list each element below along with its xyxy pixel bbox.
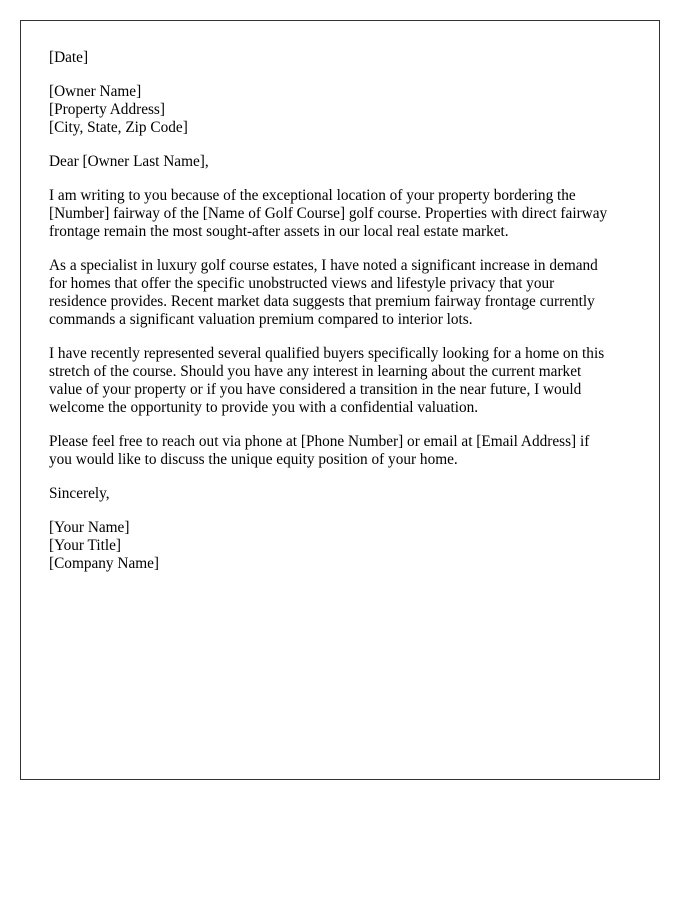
signature-title: [Your Title]	[49, 537, 121, 554]
body-paragraph-3	[49, 345, 649, 417]
paragraph-line: value of your property or if you have considered a transition in the near future, I would	[49, 381, 582, 398]
paragraph-line: stretch of the course. Should you have any interest in learning about the current market	[49, 363, 582, 380]
signature-name: [Your Name]	[49, 519, 130, 536]
recipient-name: [Owner Name]	[49, 83, 142, 100]
paragraph-line: As a specialist in luxury golf course estates, I have noted a significant increase in demand	[49, 257, 598, 274]
salutation: Dear [Owner Last Name],	[49, 153, 209, 170]
closing: Sincerely,	[49, 485, 110, 502]
paragraph-line: I am writing to you because of the exceptional location of your property bordering the	[49, 187, 576, 204]
body-paragraph-1	[49, 187, 649, 241]
paragraph-line: frontage remain the most sought-after assets in our local real estate market.	[49, 223, 509, 240]
closing-block	[49, 485, 649, 503]
paragraph-line: Please feel free to reach out via phone at [Phone Number] or email at [Email Address] if	[49, 433, 590, 450]
letter-date: [Date]	[49, 49, 89, 66]
paragraph-line: I have recently represented several qualified buyers specifically looking for a home on this	[49, 345, 605, 362]
signature-company: [Company Name]	[49, 555, 160, 572]
recipient-city-state-zip: [City, State, Zip Code]	[49, 119, 188, 136]
paragraph-line: welcome the opportunity to provide you with a confidential valuation.	[49, 399, 479, 416]
paragraph-line: for homes that offer the specific unobstructed views and lifestyle privacy that your	[49, 275, 555, 292]
paragraph-line: commands a significant valuation premium compared to interior lots.	[49, 311, 473, 328]
letter-date-block	[49, 49, 649, 67]
letter-page	[20, 20, 660, 780]
recipient-address: [Property Address]	[49, 101, 165, 118]
paragraph-line: residence provides. Recent market data suggests that premium fairway frontage currently	[49, 293, 595, 310]
paragraph-line: [Number] fairway of the [Name of Golf Course] golf course. Properties with direct fairway	[49, 205, 608, 222]
body-paragraph-4	[49, 433, 649, 469]
recipient-block	[49, 83, 649, 137]
signature-block	[49, 519, 649, 573]
letter-content	[49, 49, 649, 589]
paragraph-line: you would like to discuss the unique equity position of your home.	[49, 451, 458, 468]
body-paragraph-2	[49, 257, 649, 329]
salutation-block	[49, 153, 649, 171]
